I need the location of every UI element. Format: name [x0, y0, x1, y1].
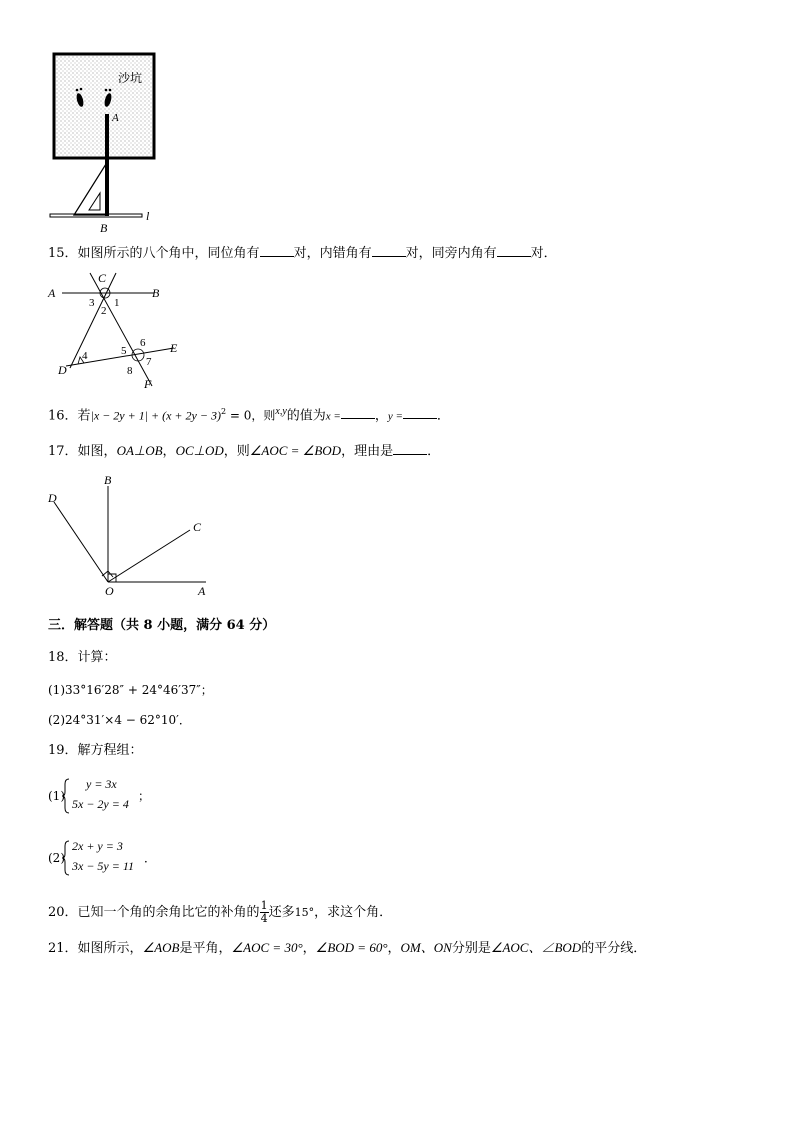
angle-8: 8	[127, 365, 133, 377]
label-A: A	[198, 584, 206, 598]
q17-cond-2: OC⊥OD	[175, 443, 224, 458]
point-A-label: A	[112, 112, 119, 124]
angle-4: 4	[82, 350, 88, 362]
q15-text-4: 对．	[530, 246, 557, 261]
q16-number: 16．	[48, 408, 78, 424]
q15-text-3: 对，同旁内角有	[405, 246, 497, 261]
q16-y-eq: y =	[387, 410, 403, 423]
sandpit-label: 沙坑	[118, 71, 143, 85]
question-21	[48, 940, 646, 957]
q18-part-2: (2)24°31′×4 − 62°10′．	[48, 713, 191, 727]
q19-p2-label: (2)	[48, 851, 65, 865]
q20-number: 20．	[48, 905, 78, 920]
q20-text-2: 还多	[268, 905, 295, 920]
q19-p2-eq2: 3x − 5y = 11	[72, 859, 134, 873]
q17-cond-3: ∠AOC = ∠BOD	[249, 443, 342, 458]
angle-1: 1	[114, 297, 120, 309]
q16-x-eq: x =	[325, 410, 341, 423]
q15-number: 15．	[48, 246, 78, 261]
q20-text-1: 已知一个角的余角比它的补角的	[77, 905, 260, 920]
angle-6: 6	[140, 337, 146, 349]
q21-text-4: 的平分线．	[581, 941, 647, 956]
q17-number: 17．	[48, 444, 78, 459]
q16-vars: x,y	[275, 406, 287, 417]
q21-text-1: 如图所示，	[77, 941, 143, 956]
q17-blank[interactable]	[393, 442, 427, 455]
q15-blank-3[interactable]	[497, 244, 531, 257]
q17-text-3: ，理由是	[341, 444, 394, 459]
q19-p1-end: ；	[138, 789, 151, 803]
q16-exponent: 2	[220, 407, 227, 416]
q19-system-1	[48, 776, 168, 816]
q21-sep2: ，	[387, 941, 401, 956]
q15-blank-2[interactable]	[372, 244, 406, 257]
q16-blank-x[interactable]	[341, 406, 375, 419]
q15-text-2: 对，内错角有	[293, 246, 372, 261]
q19-title: 解方程组：	[77, 743, 143, 758]
q20-value: 15°	[294, 906, 315, 919]
angle-3: 3	[89, 297, 95, 309]
q16-prefix: 若	[77, 408, 91, 424]
q19-p2-eq1: 2x + y = 3	[72, 839, 123, 853]
label-C: C	[193, 520, 202, 534]
angle-7: 7	[146, 356, 152, 368]
point-B-label: B	[100, 221, 108, 235]
q21-sep: ，	[302, 941, 316, 956]
label-B: B	[152, 286, 160, 300]
q16-sep: ，	[374, 408, 388, 424]
label-D: D	[48, 491, 57, 505]
q21-angles: ∠AOC、∠BOD	[490, 940, 582, 955]
question-18	[48, 650, 117, 666]
q21-text-2: 是平角，	[179, 941, 232, 956]
q19-p1-label: (1)	[48, 789, 65, 803]
question-17	[48, 442, 440, 460]
angle-2: 2	[101, 305, 107, 317]
label-A: A	[48, 286, 56, 300]
q19-system-2	[48, 838, 168, 878]
q21-text-3: 分别是	[451, 941, 491, 956]
q16-mid: 的值为	[286, 408, 326, 424]
rays-figure	[44, 470, 214, 600]
question-19	[48, 743, 143, 759]
label-D: D	[58, 363, 67, 377]
q17-text-1: 如图，	[77, 444, 117, 459]
q17-cond-1: OA⊥OB	[116, 443, 163, 458]
label-F: F	[144, 377, 152, 391]
q19-p1-eq1: y = 3x	[86, 777, 117, 791]
label-C: C	[98, 271, 107, 285]
q20-frac-num: 1	[260, 899, 268, 912]
q18-part-1: (1)33°16′28″ + 24°46′37″；	[48, 683, 213, 697]
q20-frac-den: 4	[260, 912, 268, 925]
q21-bisectors: OM、ON	[400, 940, 452, 955]
question-16	[48, 404, 450, 424]
q21-angle-aoc: ∠AOC = 30°	[231, 940, 303, 955]
q19-p2-end: ．	[144, 851, 157, 865]
eight-angles-figure	[44, 268, 194, 392]
label-B: B	[104, 473, 112, 487]
q16-eq: = 0，则	[226, 408, 276, 423]
line-l-label: l	[146, 209, 150, 223]
q21-angle-aob: ∠AOB	[142, 940, 180, 955]
q19-number: 19．	[48, 743, 78, 758]
angle-5: 5	[121, 345, 127, 357]
q20-text-3: ，求这个角．	[314, 905, 393, 920]
question-20	[48, 898, 392, 928]
question-15	[48, 244, 557, 262]
q17-text-2: ，则	[223, 444, 250, 459]
q16-end: ．	[436, 408, 450, 424]
q20-fraction	[260, 900, 269, 925]
label-O: O	[105, 584, 114, 598]
section-3-title: 三．解答题（共 8 小题，满分 64 分）	[48, 618, 276, 633]
q16-expression: |x − 2y + 1| + (x + 2y − 3)	[90, 408, 221, 423]
q19-p1-eq2: 5x − 2y = 4	[72, 797, 129, 811]
label-E: E	[170, 341, 178, 355]
q18-title: 计算：	[77, 650, 117, 665]
q21-number: 21．	[48, 941, 78, 956]
brace-icon	[62, 840, 70, 876]
q15-text-1: 如图所示的八个角中，同位角有	[77, 246, 260, 261]
q21-angle-bod: ∠BOD = 60°	[315, 940, 388, 955]
q18-number: 18．	[48, 650, 78, 665]
brace-icon	[62, 778, 70, 814]
sandpit-figure	[44, 48, 164, 238]
q17-sep-1: ，	[162, 444, 176, 459]
q15-blank-1[interactable]	[260, 244, 294, 257]
sandpit-rect	[54, 54, 154, 158]
q16-blank-y[interactable]	[403, 406, 437, 419]
q17-end: ．	[427, 444, 441, 459]
